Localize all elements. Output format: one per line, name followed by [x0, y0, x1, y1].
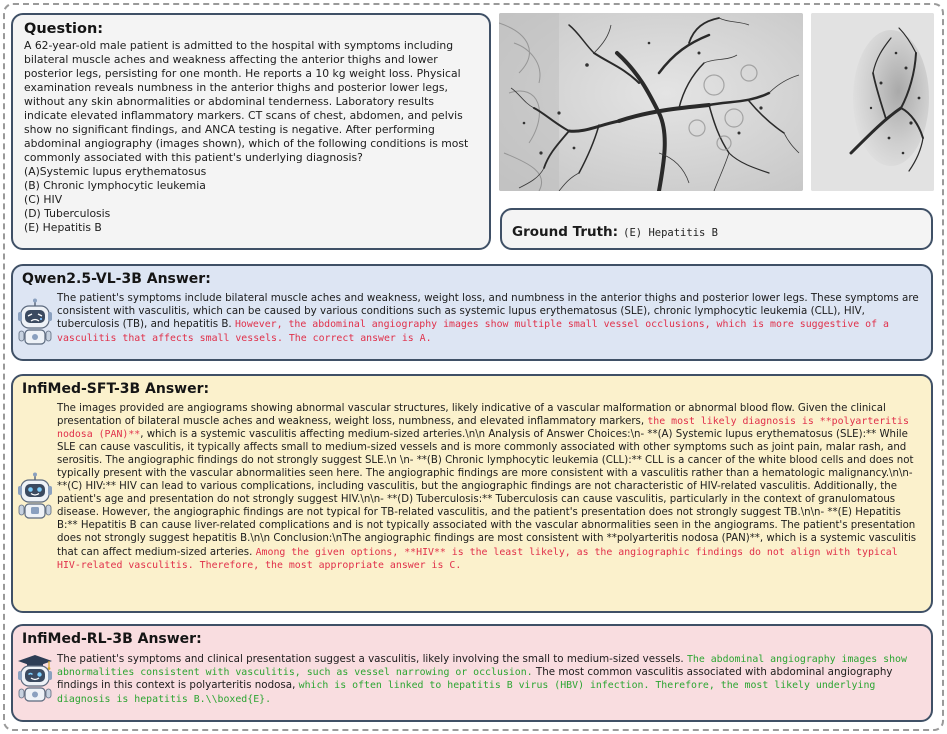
angiography-image-left [499, 13, 803, 191]
ground-truth-value: (E) Hepatitis B [623, 227, 718, 239]
qwen-answer-text [57, 292, 923, 345]
rl-answer-correct-conclusion: which is often linked to hepatitis B virus (HBV) infection. Therefore, the most likely underlying diagnosis is hepatitis B.\\boxed{E}. [57, 680, 876, 705]
qwen-answer-panel [11, 264, 933, 361]
rl-answer-part-1: The patient's symptoms and clinical presentation suggest a vasculitis, likely involving the small to medium-sized vessels. [57, 653, 687, 665]
question-panel [11, 13, 491, 250]
sft-answer-diagnosis: the most likely diagnosis is **polyarteritis nodosa (PAN)** [57, 416, 909, 441]
angiography-image-right [811, 13, 934, 191]
question-heading: Question: [24, 21, 104, 37]
rl-answer-correct-observation: The abdominal angiography images show abnormalities consistent with vasculitis, such as vessel narrowing or occlusion. [57, 654, 907, 679]
option-d: (D) Tuberculosis [24, 207, 111, 220]
qwen-answer-incorrect-reasoning: However, the abdominal angiography images show multiple small vessel occlusions, which is more suggestive of a vasculitis that affects small vessels. The correct answer is A. [57, 319, 889, 344]
sft-answer-heading: InfiMed-SFT-3B Answer: [22, 381, 210, 397]
rl-answer-panel [11, 624, 933, 722]
ground-truth-label: Ground Truth: [512, 224, 619, 240]
graduate-robot-icon [16, 654, 54, 704]
question-text: A 62-year-old male patient is admitted to the hospital with symptoms including bilateral muscle aches and weakness affecting the anterior thighs and lower posterior legs, persisting for one month. He reports a 10 kg weight loss. Physical examination reveals numbness in the anterior thighs and posterior lower legs, without any skin abnormalities or abdominal tenderness. Laboratory results indicate elevated inflammatory markers. CT scans of chest, abdomen, and pelvis show no significant findings, and ANCA testing is negative. After performing abdominal angiography (images shown), which of the following conditions is most commonly associated with this patient's underlying diagnosis? [24, 39, 469, 164]
rl-answer-text [57, 653, 923, 706]
rl-answer-part-2: The most common vasculitis associated with abdominal angiography findings in this context is polyarteritis nodosa, [57, 666, 893, 692]
sft-answer-part-1: The images provided are angiograms showing abnormal vascular structures, likely indicative of a vascular malformation or abnormal blood flow. Given the clinical presentation of bilateral muscle aches and weakness, weight loss, numbness, and elevated inflammatory markers, [57, 403, 886, 428]
sad-robot-icon [16, 298, 54, 348]
option-e: (E) Hepatitis B [24, 221, 102, 234]
sft-answer-incorrect-conclusion: Among the given options, **HIV** is the least likely, as the angiographic findings do not align with typical HIV-related vasculitis. Therefore, the most appropriate answer is C. [57, 546, 898, 571]
sft-answer-part-2: , which is a systemic vasculitis affecting medium-sized arteries.\n\n Analysis of Answer Choices:\n- **(A) Systemic lupus erythematosus (SLE):** While SLE can cause vasculitis, it typically affects small to medium-sized vessels and is more commonly associated with other symptoms such as joint pain, malar rash, and serositis. The angiographic findings do not strongly suggest SLE.\n \n- **(B) Chronic lymphocytic leukemia (CLL):** CLL is a cancer of the white blood cells and does not typically present with the vascular abnormalities seen here. The angiographic findings are more consistent with a vasculitis rather than a hematologic malignancy.\n\n- **(C) HIV:** HIV can lead to various complications, including vasculitis, but the angiographic findings are not characteristic of HIV-related vasculitis. Additionally, the patient's age and presentation do not strongly suggest HIV.\n\n- **(D) Tuberculosis:** Tuberculosis can cause vasculitis, particularly in the context of granulomatous disease. However, the angiographic findings are not typical for TB-related vasculitis, and the patient's presentation does not strongly suggest TB.\n\n- **(E) Hepatitis B:** Hepatitis B can cause liver-related complications and is not typically associated with the vascular abnormalities seen in the angiograms. The patient's presentation does not strongly suggest hepatitis B.\n\n Conclusion:\nThe angiographic findings are most consistent with **polyarteritis nodosa (PAN)**, which is a systemic vasculitis that can affect medium-sized arteries. [57, 429, 917, 558]
option-b: (B) Chronic lymphocytic leukemia [24, 179, 206, 192]
sft-answer-panel [11, 374, 933, 613]
rl-answer-heading: InfiMed-RL-3B Answer: [22, 631, 202, 647]
ground-truth-panel [500, 208, 933, 250]
qwen-answer-heading: Qwen2.5-VL-3B Answer: [22, 271, 211, 287]
option-a: (A)Systemic lupus erythematosus [24, 165, 207, 178]
happy-robot-icon [16, 472, 54, 522]
option-c: (C) HIV [24, 193, 63, 206]
sft-answer-text [57, 402, 923, 572]
qwen-answer-plain: The patient's symptoms include bilateral muscle aches and weakness, weight loss, and numbness in the anterior thighs and posterior lower legs. These symptoms are consistent with vasculitis, which can be caused by various conditions such as systemic lupus erythematosus (SLE), chronic lymphocytic leukemia (CLL), HIV, tuberculosis (TB), and hepatitis B. [57, 292, 919, 331]
